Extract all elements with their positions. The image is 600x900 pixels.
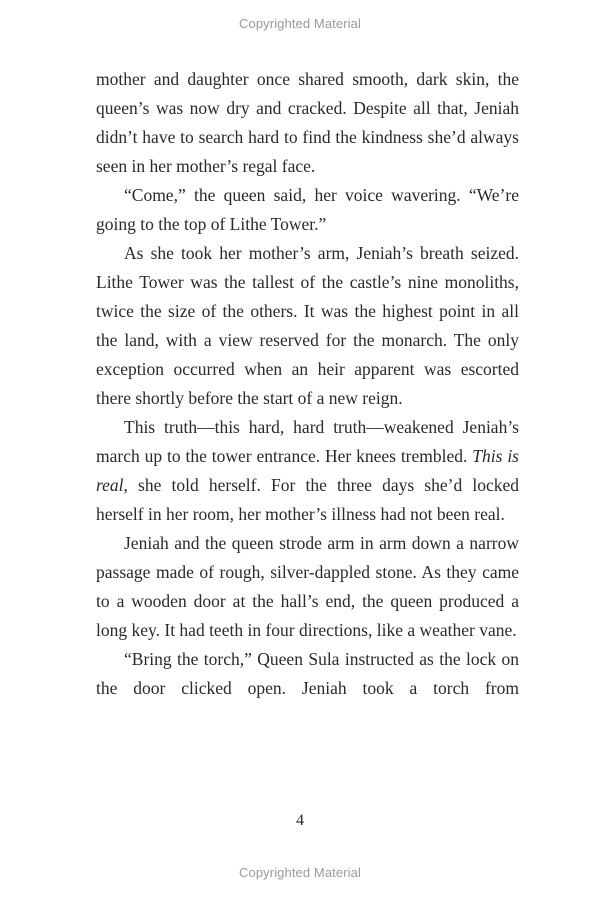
copyright-watermark-top: Copyrighted Material xyxy=(239,16,361,31)
paragraph-hard-truth-end: , she told herself. For the three days she’d locked herself in her room, her mother’s illness had not been real. xyxy=(96,475,519,524)
paragraph-lithe-tower: As she took her mother’s arm, Jeniah’s breath seized. Lithe Tower was the tallest of the castle’s nine monoliths, twice the size of the others. It was the highest point in all the land, with a view reserved for the monarch. The only exception occurred when an heir apparent was escorted there shortly before the start of a new reign. xyxy=(96,243,519,408)
paragraph-hard-truth xyxy=(96,413,519,529)
copyright-watermark-bottom: Copyrighted Material xyxy=(239,865,361,880)
paragraph-continuation: mother and daughter once shared smooth, dark skin, the queen’s was now dry and cracked. Despite all that, Jeniah didn’t have to search hard to find the kindness she’d always seen in her mother’s regal face. xyxy=(96,69,519,176)
italic-this-is-real: This is real xyxy=(96,446,519,495)
paragraph-narrow-passage: Jeniah and the queen strode arm in arm down a narrow passage made of rough, silver-dappled stone. As they came to a wooden door at the hall’s end, the queen produced a long key. It had teeth in four directions, like a weather vane. xyxy=(96,533,519,640)
page-number: 4 xyxy=(296,812,304,829)
paragraph-hard-truth-start: This truth—this hard, hard truth—weakened Jeniah’s march up to the tower entrance. Her knees trembled. xyxy=(96,417,519,466)
paragraph-queen-speaks: “Come,” the queen said, her voice wavering. “We’re going to the top of Lithe Tower.” xyxy=(96,185,519,234)
paragraph-bring-torch: “Bring the torch,” Queen Sula instructed as the lock on the door clicked open. Jeniah took a torch from xyxy=(96,649,519,698)
body-text xyxy=(96,65,519,703)
